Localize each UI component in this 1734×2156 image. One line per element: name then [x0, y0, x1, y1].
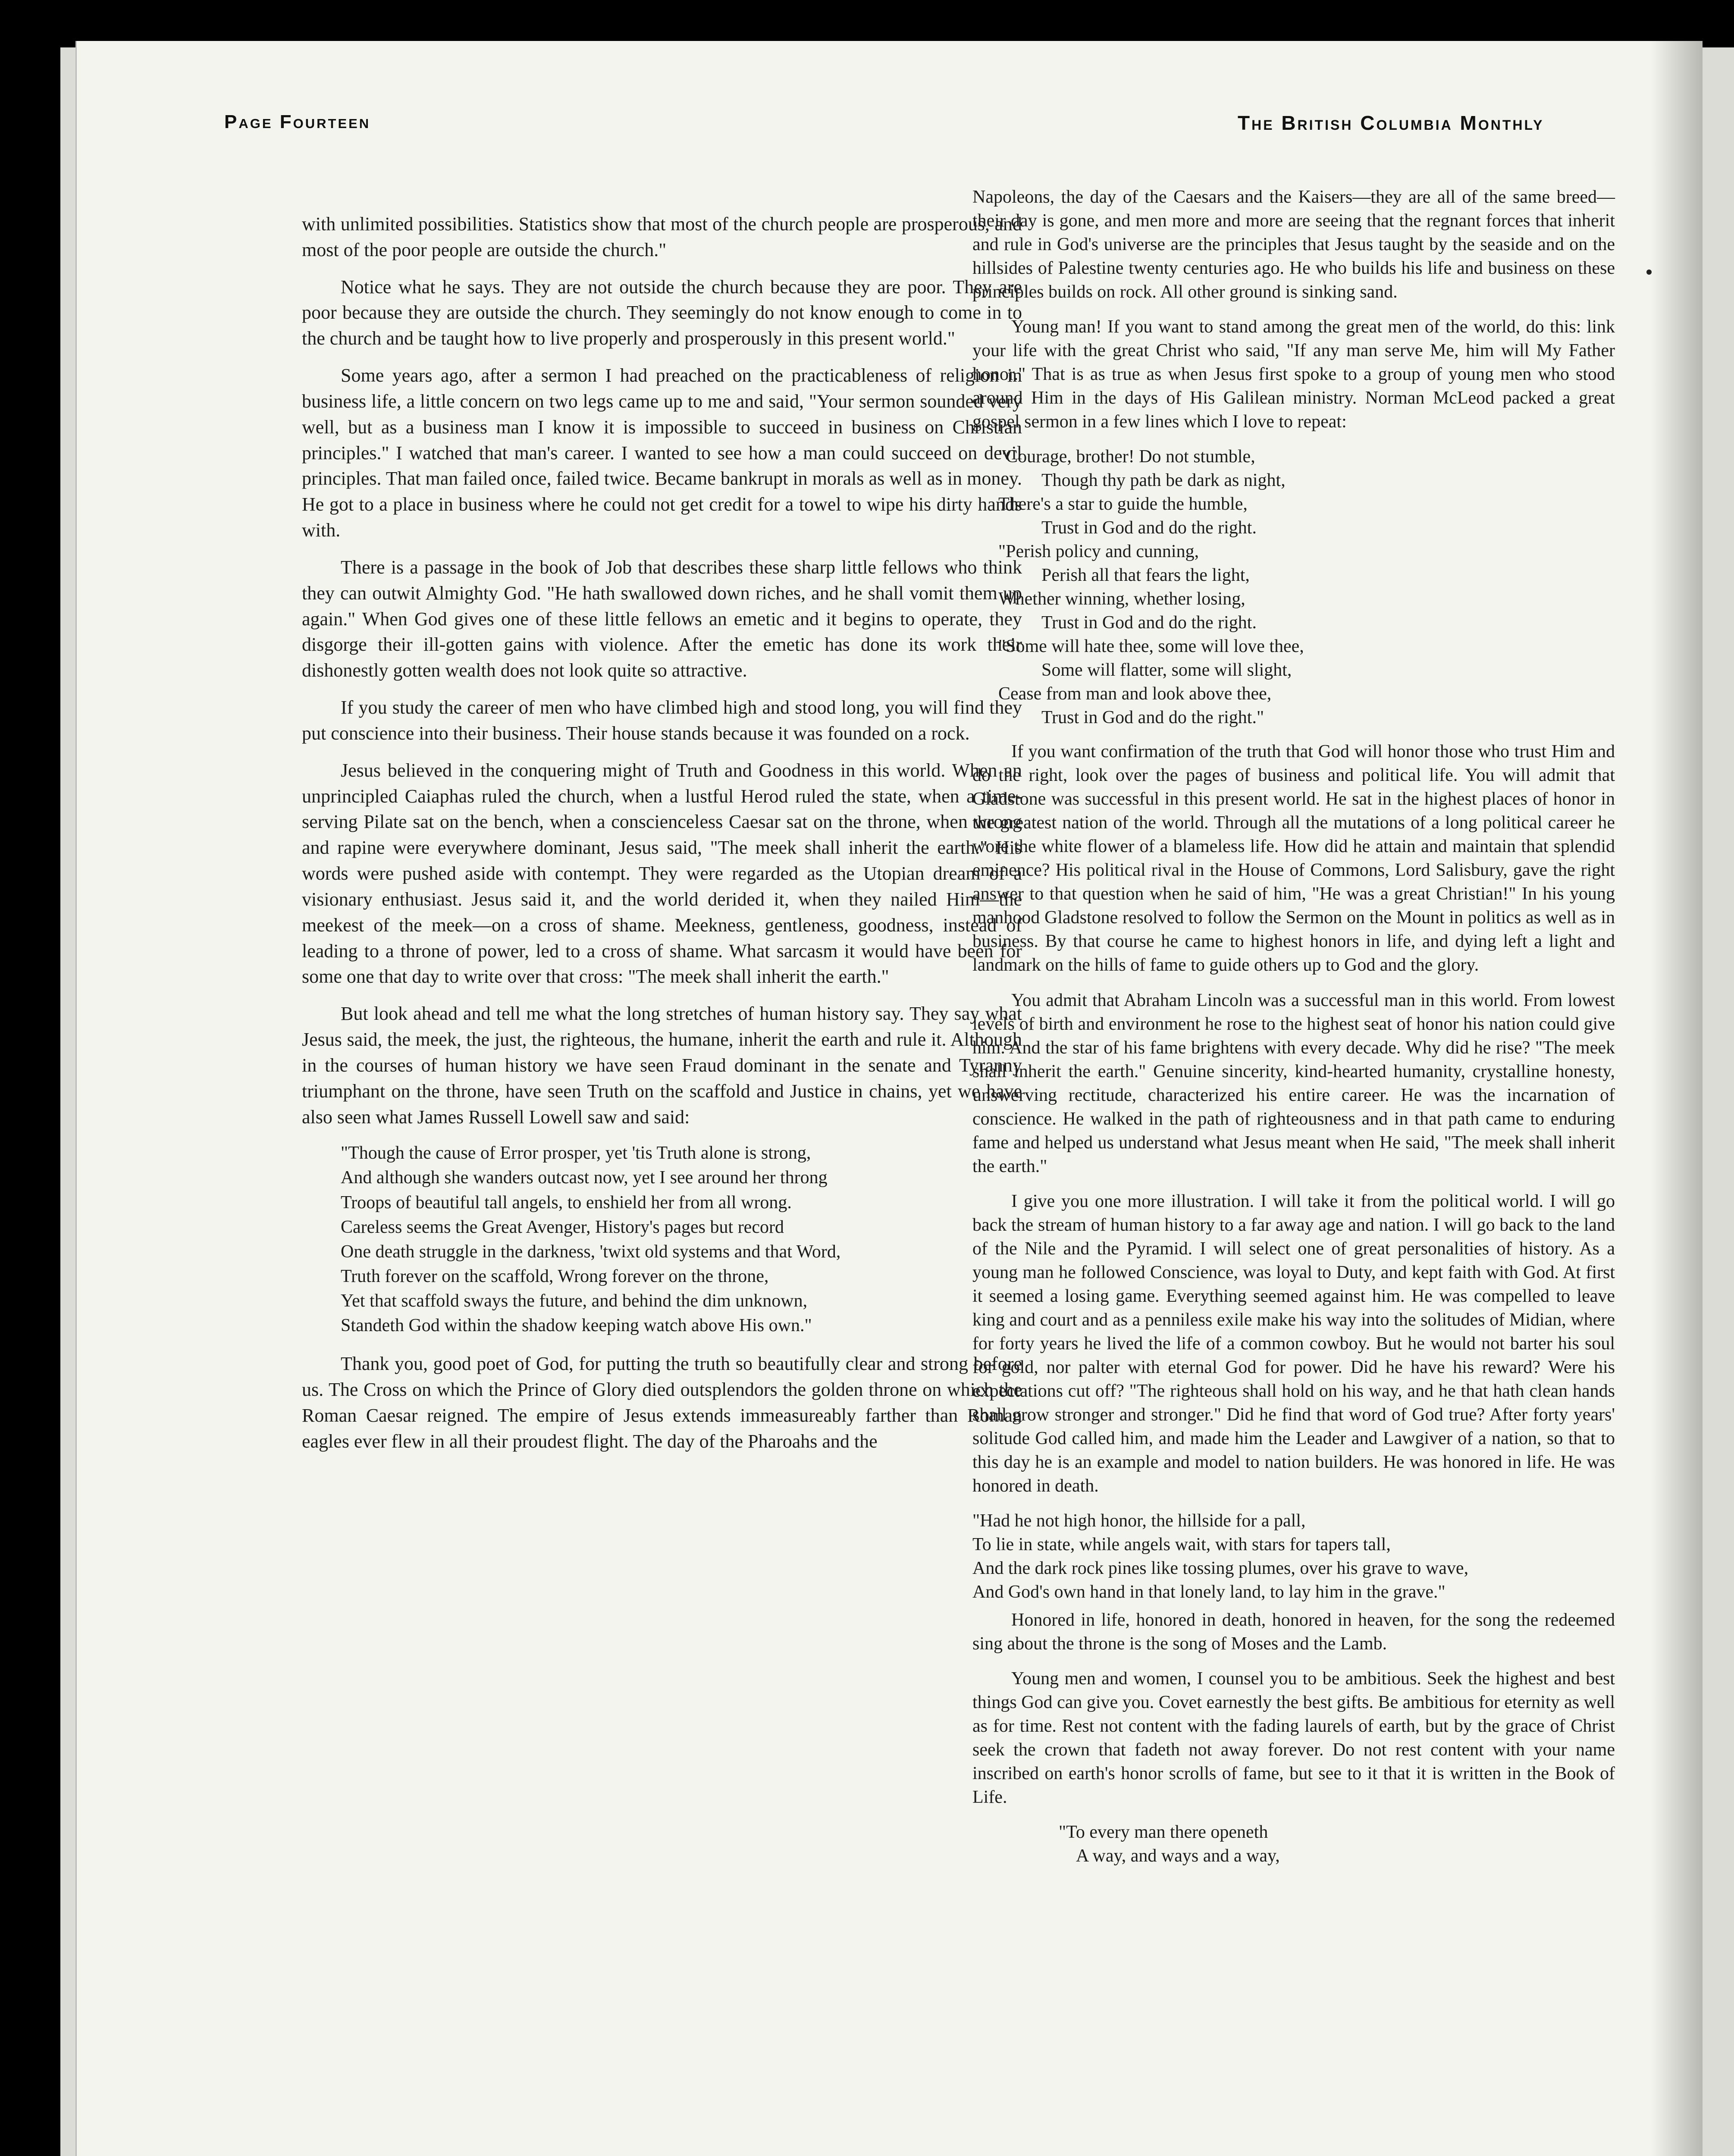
paragraph: If you study the career of men who have climbed high and stood long, you will find they put conscience into their business. Their house stands because it was founded on a rock.: [302, 697, 1022, 744]
poem-line: Though thy path be dark as night,: [1041, 470, 1286, 491]
poem-line: Truth forever on the scaffold, Wrong forever on the throne,: [341, 1266, 769, 1286]
poem-line: Whether winning, whether losing,: [998, 589, 1245, 609]
paragraph: You admit that Abraham Lincoln was a successful man in this world. From lowest levels of birth and environment he rose to the highest seat of honor his nation could give him. And the star of his fame brightens with every decade. Why did he rise? "The meek shall inherit the earth." Genuine sincerity, kind-hearted humanity, crystalline honesty, unswerving rectitude, characterized his entire career. He was the incarnation of conscience. He walked in the path of righteousness and in that path came to enduring fame and helped us understand what Jesus meant when He said, "The meek shall inherit the earth.": [972, 990, 1615, 1176]
poem-line: Careless seems the Great Avenger, History's pages but record: [341, 1217, 784, 1237]
poem-line: And God's own hand in that lonely land, to lay him in the grave.": [972, 1582, 1446, 1602]
poem-line: Standeth God within the shadow keeping watch above His own.": [341, 1316, 812, 1336]
poem-line: "To every man there openeth: [1059, 1822, 1268, 1843]
poem-line: "Had he not high honor, the hillside for a pall,: [972, 1510, 1306, 1531]
left-column: [302, 211, 1022, 1466]
paragraph: Thank you, good poet of God, for putting the truth so beautifully clear and strong before us. The Cross on which the Prince of Glory died outsplendors the golden throne on which the Roman Caesar reigned. The empire of Jesus extends immeasureably farther than Roman eagles ever flew in all their proudest flight. The day of the Pharoahs and the: [302, 1353, 1022, 1452]
poem-line: To lie in state, while angels wait, with stars for tapers tall,: [972, 1534, 1391, 1554]
poem-line: Yet that scaffold sways the future, and behind the dim unknown,: [341, 1291, 808, 1311]
paragraph: Some years ago, after a sermon I had preached on the practicableness of religion in business life, a little concern on two legs came up to me and said, "Your sermon sounded very well, but as a business man I know it is impossible to succeed in business on Christian principles." I watched that man's career. I wanted to see how a man could succeed on devil principles. That man failed once, failed twice. Became bankrupt in morals as well as in money. He got to a place in business where he could not get credit for a towel to wipe his dirty hands with.: [302, 365, 1022, 541]
poem-line: There's a star to guide the humble,: [998, 494, 1248, 514]
paragraph: Notice what he says. They are not outside the church because they are poor. They are poor because they are outside the church. They seemingly do not know enough to come in to the church and be taught how to live properly and prosperously in this present world.": [302, 276, 1022, 349]
mcleod-poem: [998, 445, 1615, 730]
poem-line: Trust in God and do the right.: [1041, 613, 1257, 633]
page-number-header: Page Fourteen: [224, 111, 371, 132]
poem-line: Perish all that fears the light,: [1041, 565, 1250, 586]
paragraph: There is a passage in the book of Job that describes these sharp little fellows who think they can outwit Almighty God. "He hath swallowed down riches, and he shall vomit them up again." When God gives one of these little fellows an emetic and it begins to operate, they disgorge their ill-gotten gains with violence. After the emetic has done its work their dishonestly gotten wealth does not look quite so attractive.: [302, 556, 1022, 681]
page-curl-shadow: [1651, 41, 1703, 2156]
lowell-poem: [341, 1141, 1022, 1338]
poem-line: Some will flatter, some will slight,: [1041, 660, 1292, 680]
paragraph: Honored in life, honored in death, honored in heaven, for the song the redeemed sing about the throne is the song of Moses and the Lamb.: [972, 1610, 1615, 1654]
paragraph: But look ahead and tell me what the long stretches of human history say. They say what Jesus said, the meek, the just, the righteous, the humane, inherit the earth and rule it. Although in the courses of human history we have seen Fraud dominant in the senate and Tyranny triumphant on the throne, have seen Truth on the scaffold and Justice in chains, yet we have also seen what James Russell Lowell saw and said:: [302, 1003, 1022, 1128]
paragraph: Napoleons, the day of the Caesars and the Kaisers—they are all of the same breed—their day is gone, and men more and more are seeing that the regnant forces that inherit and rule in God's universe are the principles that Jesus taught by the seaside and on the hillsides of Palestine twenty centuries ago. He who builds his life and business on these principles builds on rock. All other ground is sinking sand.: [972, 187, 1615, 302]
paragraph: I give you one more illustration. I will take it from the political world. I will go back the stream of human history to a far away age and nation. I will go back to the land of the Nile and the Pyramid. I will select one of great personalities of history. As a young man he followed Conscience, was loyal to Duty, and kept faith with God. At first it seemed a losing game. Everything seemed against him. He was compelled to leave king and court and as a penniless exile make his way into the solitudes of Midian, where for forty years he lived the life of a common cowboy. But he would not barter his soul for gold, nor palter with eternal God for power. Did he have his reward? Were his expectations cut off? "The righteous shall hold on his way, and he that hath clean hands shall grow stronger and stronger." Did he find that word of God true? After forty years' solitude God called him, and made him the Leader and Lawgiver of a nation, so that to this day he is an example and model to nation builders. He was honored in life. He was honored in death.: [972, 1191, 1615, 1496]
paragraph: Jesus believed in the conquering might of Truth and Goodness in this world. When an unprincipled Caiaphas ruled the church, when a lustful Herod ruled the state, when a time-serving Pilate sat on the bench, when a conscienceless Caesar sat on the throne, when wrong and rapine were everywhere dominant, Jesus said, "The meek shall inherit the earth." His words were pushed aside with contempt. They were regarded as the Utopian dream of a visionary enthusiast. Jesus said it, and the world derided it, when they nailed Him—the meekest of the meek—on a cross of shame. Meekness, gentleness, goodness, instead of leading to a throne of power, led to a cross of shame. What sarcasm it would have been for some one that day to write over that cross: "The meek shall inherit the earth.": [302, 759, 1022, 987]
paragraph: If you want confirmation of the truth that God will honor those who trust Him and do the right, look over the pages of business and political life. You will admit that Gladstone was successful in this present world. He sat in the highest places of honor in the greatest nation of the world. Through all the mutations of a long political career he wore the white flower of a blameless life. How did he attain and maintain that splendid eminence? His political rival in the House of Commons, Lord Salisbury, gave the right answer to that question when he said of him, "He was a great Christian!" In his young manhood Gladstone resolved to follow the Sermon on the Mount in politics as well as in business. By that course he came to highest honors in life, and dying left a light and landmark on the hills of fame to guide others up to God and the glory.: [972, 742, 1615, 975]
poem-line: "Courage, brother! Do not stumble,: [998, 447, 1255, 467]
moses-poem: [972, 1509, 1615, 1604]
poem-line: And although she wanders outcast now, yet I see around her throng: [341, 1168, 828, 1188]
poem-line: And the dark rock pines like tossing plumes, over his grave to wave,: [972, 1558, 1469, 1578]
poem-line: Troops of beautiful tall angels, to enshield her from all wrong.: [341, 1192, 792, 1213]
closing-poem: [1059, 1821, 1615, 1868]
poem-line: "Though the cause of Error prosper, yet 'tis Truth alone is strong,: [341, 1143, 811, 1163]
poem-line: One death struggle in the darkness, 'twixt old systems and that Word,: [341, 1241, 841, 1262]
poem-line: A way, and ways and a way,: [1076, 1846, 1280, 1866]
margin-mark: [1646, 270, 1652, 275]
publication-title-header: The British Columbia Monthly: [1238, 112, 1544, 134]
poem-line: Cease from man and look above thee,: [998, 684, 1272, 704]
poem-line: Trust in God and do the right.: [1041, 518, 1257, 538]
poem-line: "Perish policy and cunning,: [998, 542, 1199, 562]
paragraph: Young men and women, I counsel you to be ambitious. Seek the highest and best things God can give you. Covet earnestly the best gifts. Be ambitious for eternity as well as for time. Rest not content with the fading laurels of earth, but by the grace of Christ seek the crown that fadeth not away forever. Do not rest content with your name inscribed on earth's honor scrolls of fame, but see to it that it is written in the Book of Life.: [972, 1668, 1615, 1807]
poem-line: "Some will hate thee, some will love thee,: [998, 636, 1304, 657]
poem-line: Trust in God and do the right.": [1041, 708, 1264, 728]
paragraph: Young man! If you want to stand among the great men of the world, do this: link your life with the great Christ who said, "If any man serve Me, him will My Father honor." That is as true as when Jesus first spoke to a group of young men who stood around Him in the days of His Galilean ministry. Norman McLeod packed a great gospel sermon in a few lines which I love to repeat:: [972, 317, 1615, 432]
right-column: [972, 185, 1615, 1868]
paragraph: with unlimited possibilities. Statistics show that most of the church people are prosperous, and most of the poor people are outside the church.": [302, 213, 1022, 260]
